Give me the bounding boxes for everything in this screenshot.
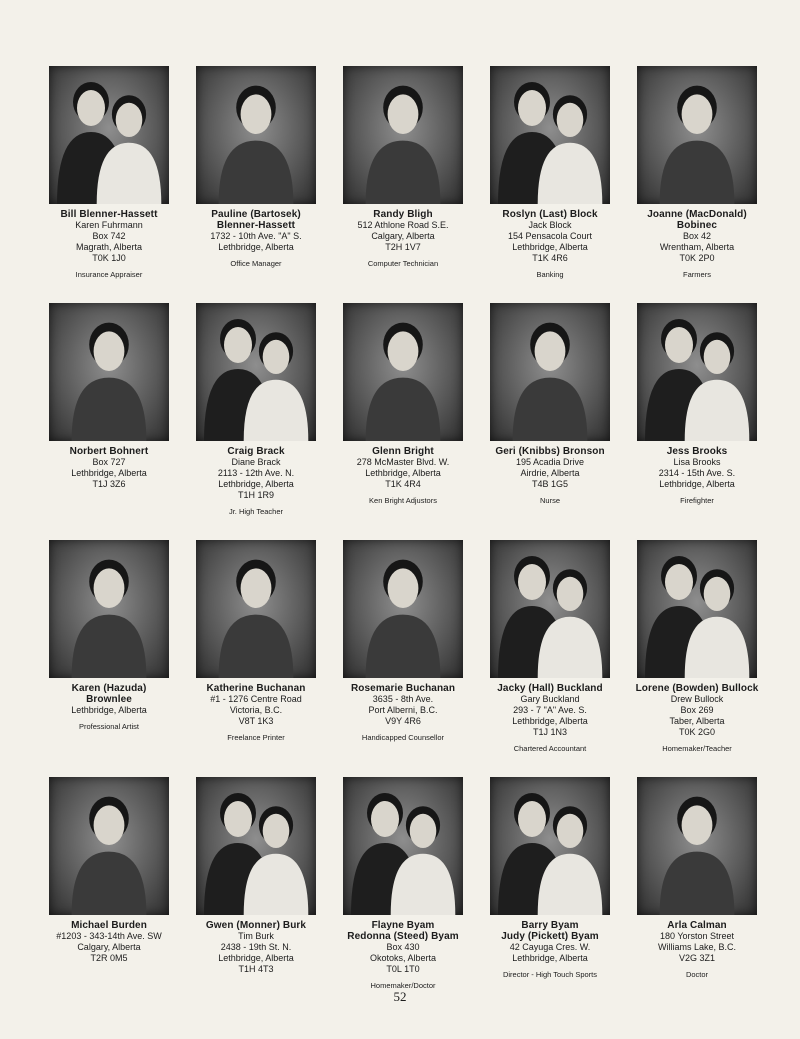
- portrait-silhouette-icon: [490, 303, 610, 441]
- portrait-silhouette-icon: [196, 66, 316, 204]
- occupation: Handicapped Counsellor: [361, 733, 445, 742]
- address-line: T0L 1T0: [386, 964, 420, 974]
- address-line: Box 430: [386, 942, 420, 952]
- person-name: Roslyn (Last) Block: [502, 209, 598, 220]
- occupation: Homemaker/Doctor: [370, 981, 436, 990]
- portrait-photo: [490, 303, 610, 441]
- portrait-photo: [196, 777, 316, 915]
- entry-text: [479, 683, 621, 754]
- address-line: V8T 1K3: [238, 716, 274, 726]
- portrait-silhouette-icon: [637, 303, 757, 441]
- address-line: Port Alberni, B.C.: [368, 705, 438, 715]
- address-line: 42 Cayuga Cres. W.: [509, 942, 591, 952]
- entry-text: [38, 446, 180, 490]
- person-name: Barry Byam: [521, 920, 579, 931]
- entry-text: [626, 920, 768, 980]
- directory-entry: [332, 66, 474, 303]
- occupation: Office Manager: [230, 259, 282, 268]
- directory-entry: [332, 540, 474, 777]
- portrait-photo: [196, 540, 316, 678]
- directory-entry: [479, 66, 621, 303]
- portrait-silhouette-icon: [49, 777, 169, 915]
- person-name: Karen (Hazuda): [71, 683, 147, 694]
- address-line: V2G 3Z1: [678, 953, 716, 963]
- address-line: T2R 0M5: [90, 953, 128, 963]
- address-line: T0K 2G0: [678, 727, 716, 737]
- portrait-silhouette-icon: [49, 540, 169, 678]
- person-name: Joanne (MacDonald): [647, 209, 747, 220]
- occupation: Nurse: [539, 496, 560, 505]
- address-line: Box 269: [680, 705, 714, 715]
- address-line: T1J 3Z6: [92, 479, 126, 489]
- person-name: Arla Calman: [667, 920, 727, 931]
- portrait-silhouette-icon: [343, 303, 463, 441]
- portrait-silhouette-icon: [49, 66, 169, 204]
- directory-entry: [185, 66, 327, 303]
- person-name: Geri (Knibbs) Bronson: [495, 446, 605, 457]
- address-line: Taber, Alberta: [669, 716, 725, 726]
- entry-text: [185, 920, 327, 975]
- occupation: Freelance Printer: [227, 733, 285, 742]
- address-line: Tim Burk: [238, 931, 274, 941]
- portrait-silhouette-icon: [196, 303, 316, 441]
- occupation: Chartered Accountant: [513, 744, 587, 753]
- address-line: #1203 - 343-14th Ave. SW: [56, 931, 162, 941]
- portrait-silhouette-icon: [196, 777, 316, 915]
- directory-entry: [185, 777, 327, 1014]
- address-line: Lethbridge, Alberta: [512, 953, 588, 963]
- portrait-photo: [49, 540, 169, 678]
- directory-entry: [332, 303, 474, 540]
- portrait-silhouette-icon: [637, 777, 757, 915]
- page-number: 52: [393, 989, 407, 1004]
- entry-text: [332, 209, 474, 269]
- person-name: Bobinec: [676, 220, 718, 231]
- address-line: Lethbridge, Alberta: [659, 479, 735, 489]
- directory-entry: [479, 777, 621, 1014]
- address-line: Lethbridge, Alberta: [218, 242, 294, 252]
- person-name: Norbert Bohnert: [69, 446, 149, 457]
- entry-text: [626, 209, 768, 280]
- person-name: Flayne Byam: [371, 920, 435, 931]
- person-name: Randy Bligh: [373, 209, 433, 220]
- directory-entry: [38, 66, 180, 303]
- address-line: Okotoks, Alberta: [369, 953, 437, 963]
- occupation: Firefighter: [680, 496, 714, 505]
- person-name: Michael Burden: [71, 920, 147, 931]
- address-line: Lethbridge, Alberta: [512, 242, 588, 252]
- address-line: Lethbridge, Alberta: [218, 479, 294, 489]
- address-line: T1J 1N3: [532, 727, 567, 737]
- portrait-photo: [49, 66, 169, 204]
- directory-entry: [626, 303, 768, 540]
- entry-text: [332, 446, 474, 506]
- directory-entry: [479, 540, 621, 777]
- entry-text: [332, 683, 474, 743]
- address-line: Karen Fuhrmann: [75, 220, 143, 230]
- occupation: Computer Technician: [367, 259, 439, 268]
- person-name: Blenner-Hassett: [216, 220, 296, 231]
- address-line: 2314 - 15th Ave. S.: [658, 468, 736, 478]
- person-name: Gwen (Monner) Burk: [205, 920, 307, 931]
- entry-text: [38, 683, 180, 732]
- portrait-silhouette-icon: [490, 777, 610, 915]
- address-line: T4B 1G5: [531, 479, 569, 489]
- person-name: Katherine Buchanan: [206, 683, 306, 694]
- occupation: Professional Artist: [78, 722, 140, 731]
- directory-entry: [332, 777, 474, 1014]
- portrait-photo: [343, 303, 463, 441]
- entry-text: [185, 683, 327, 743]
- directory-entry: [626, 777, 768, 1014]
- occupation: Homemaker/Teacher: [662, 744, 732, 753]
- portrait-photo: [49, 777, 169, 915]
- entry-text: [38, 209, 180, 280]
- occupation: Farmers: [683, 270, 711, 279]
- address-line: T1H 1R9: [237, 490, 274, 500]
- person-name: Lorene (Bowden) Bullock: [635, 683, 759, 694]
- portrait-photo: [196, 66, 316, 204]
- address-line: T0K 2P0: [679, 253, 715, 263]
- address-line: Jack Block: [528, 220, 572, 230]
- address-line: 195 Acadia Drive: [515, 457, 585, 467]
- portrait-photo: [490, 777, 610, 915]
- portrait-silhouette-icon: [637, 540, 757, 678]
- address-line: Lethbridge, Alberta: [71, 468, 147, 478]
- portrait-photo: [196, 303, 316, 441]
- portrait-silhouette-icon: [343, 540, 463, 678]
- address-line: Box 727: [92, 457, 126, 467]
- address-line: 180 Yorston Street: [659, 931, 735, 941]
- directory-entry: [479, 303, 621, 540]
- portrait-photo: [343, 66, 463, 204]
- address-line: 512 Athlone Road S.E.: [357, 220, 449, 230]
- person-name: Redonna (Steed) Byam: [347, 931, 459, 942]
- address-line: Lethbridge, Alberta: [512, 716, 588, 726]
- portrait-photo: [343, 540, 463, 678]
- entry-text: [332, 920, 474, 991]
- portrait-photo: [49, 303, 169, 441]
- directory-entry: [38, 777, 180, 1014]
- address-line: V9Y 4R6: [385, 716, 421, 726]
- address-line: Williams Lake, B.C.: [657, 942, 737, 952]
- person-name: Judy (Pickett) Byam: [501, 931, 599, 942]
- address-line: Magrath, Alberta: [75, 242, 143, 252]
- entry-text: [626, 683, 768, 754]
- entry-text: [38, 920, 180, 964]
- person-name: Pauline (Bartosek): [211, 209, 301, 220]
- portrait-silhouette-icon: [490, 66, 610, 204]
- directory-entry: [38, 303, 180, 540]
- person-name: Brownlee: [86, 694, 132, 705]
- directory-entry: [626, 66, 768, 303]
- address-line: Gary Buckland: [520, 694, 580, 704]
- address-line: T1K 4R6: [532, 253, 568, 263]
- address-line: T1K 4R4: [385, 479, 421, 489]
- person-name: Bill Blenner-Hassett: [60, 209, 158, 220]
- address-line: 154 Pensacola Court: [507, 231, 593, 241]
- address-line: 3635 - 8th Ave.: [372, 694, 434, 704]
- portrait-silhouette-icon: [49, 303, 169, 441]
- address-line: T1H 4T3: [238, 964, 274, 974]
- address-line: Calgary, Alberta: [371, 231, 435, 241]
- address-line: Drew Bullock: [670, 694, 724, 704]
- address-line: T2H 1V7: [385, 242, 421, 252]
- address-line: Box 42: [682, 231, 712, 241]
- directory-entry: [185, 303, 327, 540]
- entry-text: [479, 446, 621, 506]
- portrait-grid: [38, 66, 768, 1014]
- entry-text: [185, 446, 327, 517]
- portrait-silhouette-icon: [637, 66, 757, 204]
- address-line: 1732 - 10th Ave. "A" S.: [210, 231, 302, 241]
- address-line: Calgary, Alberta: [77, 942, 141, 952]
- directory-entry: [38, 540, 180, 777]
- portrait-silhouette-icon: [196, 540, 316, 678]
- occupation: Doctor: [685, 970, 709, 979]
- portrait-photo: [490, 540, 610, 678]
- address-line: T0K 1J0: [92, 253, 126, 263]
- address-line: #1 - 1276 Centre Road: [210, 694, 302, 704]
- portrait-silhouette-icon: [343, 777, 463, 915]
- person-name: Rosemarie Buchanan: [350, 683, 456, 694]
- person-name: Glenn Bright: [372, 446, 434, 457]
- entry-text: [626, 446, 768, 506]
- occupation: Ken Bright Adjustors: [369, 496, 437, 505]
- occupation: Director - High Touch Sports: [502, 970, 598, 979]
- entry-text: [479, 209, 621, 280]
- portrait-photo: [637, 303, 757, 441]
- person-name: Jacky (Hall) Buckland: [497, 683, 603, 694]
- portrait-photo: [490, 66, 610, 204]
- portrait-silhouette-icon: [490, 540, 610, 678]
- address-line: Lethbridge, Alberta: [365, 468, 441, 478]
- entry-text: [479, 920, 621, 980]
- address-line: 278 McMaster Blvd. W.: [356, 457, 450, 467]
- portrait-photo: [343, 777, 463, 915]
- entry-text: [185, 209, 327, 269]
- address-line: 2113 - 12th Ave. N.: [217, 468, 295, 478]
- address-line: Victoria, B.C.: [229, 705, 283, 715]
- portrait-photo: [637, 777, 757, 915]
- address-line: Lethbridge, Alberta: [71, 705, 147, 715]
- address-line: Box 742: [92, 231, 126, 241]
- portrait-photo: [637, 66, 757, 204]
- address-line: Lisa Brooks: [673, 457, 721, 467]
- address-line: 2438 - 19th St. N.: [220, 942, 292, 952]
- directory-entry: [185, 540, 327, 777]
- directory-entry: [626, 540, 768, 777]
- address-line: Airdrie, Alberta: [520, 468, 580, 478]
- address-line: 293 - 7 "A" Ave. S.: [513, 705, 587, 715]
- address-line: Diane Brack: [231, 457, 281, 467]
- person-name: Craig Brack: [227, 446, 285, 457]
- person-name: Jess Brooks: [666, 446, 728, 457]
- portrait-silhouette-icon: [343, 66, 463, 204]
- address-line: Wrentham, Alberta: [659, 242, 735, 252]
- occupation: Insurance Appraiser: [75, 270, 143, 279]
- portrait-photo: [637, 540, 757, 678]
- occupation: Banking: [536, 270, 564, 279]
- occupation: Jr. High Teacher: [228, 507, 284, 516]
- address-line: Lethbridge, Alberta: [218, 953, 294, 963]
